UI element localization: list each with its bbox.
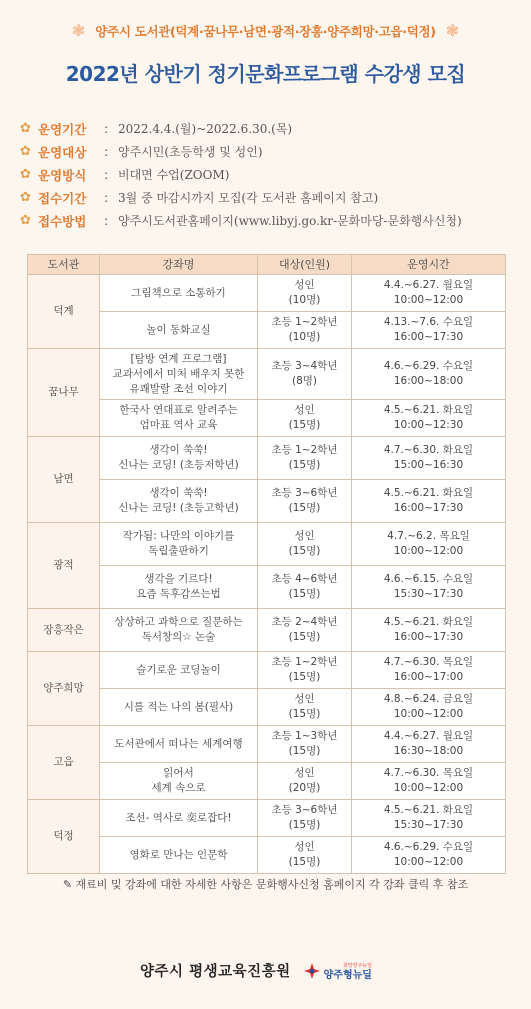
target-cell: 성인 (15명) <box>258 689 352 726</box>
info-separator: : <box>104 121 109 136</box>
target-cell: 초등 3~6학년 (15명) <box>258 800 352 837</box>
info-row <box>20 163 520 186</box>
library-cell: 양주희망 <box>28 652 100 726</box>
target-cell: 성인 (10명) <box>258 275 352 312</box>
subtitle-row <box>0 22 531 40</box>
table-row <box>28 275 506 312</box>
table-row <box>28 437 506 480</box>
course-cell: [탐방 연계 프로그램] 교과서에서 미처 배우지 못한 유쾌발랄 조선 이야기 <box>100 349 258 400</box>
info-label: 운영기간 <box>38 121 87 137</box>
time-cell: 4.5.~6.21. 화요일 16:00~17:30 <box>352 480 506 523</box>
target-cell: 성인 (15명) <box>258 400 352 437</box>
info-row <box>20 140 520 163</box>
library-cell: 덕계 <box>28 275 100 349</box>
time-cell: 4.13.~7.6. 수요일 16:00~17:30 <box>352 312 506 349</box>
logo-big-text: 양주형뉴딜 <box>323 969 372 981</box>
course-cell: 생각이 쑥쑥! 신나는 코딩! (초등저학년) <box>100 437 258 480</box>
table-row <box>28 400 506 437</box>
column-header-course: 강좌명 <box>100 255 258 275</box>
table-row <box>28 763 506 800</box>
subtitle: 양주시 도서관(덕계·꿈나무·남면·광적·장흥·양주희망·고읍·덕정) <box>95 24 436 39</box>
course-cell: 도서관에서 떠나는 세계여행 <box>100 726 258 763</box>
info-row <box>20 209 520 232</box>
table-row <box>28 349 506 400</box>
info-label: 접수방법 <box>38 213 87 229</box>
column-header-library: 도서관 <box>28 255 100 275</box>
time-cell: 4.5.~6.21. 화요일 16:00~17:30 <box>352 609 506 652</box>
time-cell: 4.7.~6.2. 목요일 10:00~12:00 <box>352 523 506 566</box>
table-row <box>28 837 506 874</box>
course-cell: 상상하고 과학으로 질문하는 독서창의☆ 논술 <box>100 609 258 652</box>
target-cell: 초등 1~3학년 (15명) <box>258 726 352 763</box>
table-row <box>28 312 506 349</box>
time-cell: 4.4.~6.27. 월요일 10:00~12:00 <box>352 275 506 312</box>
course-cell: 한국사 연대표로 알려주는 엄마표 역사 교육 <box>100 400 258 437</box>
target-cell: 초등 4~6학년 (15명) <box>258 566 352 609</box>
course-cell: 슬기로운 코딩놀이 <box>100 652 258 689</box>
course-cell: 읽어서 세계 속으로 <box>100 763 258 800</box>
library-cell: 고읍 <box>28 726 100 800</box>
newdeal-logo-icon <box>303 962 321 980</box>
info-separator: : <box>104 167 109 182</box>
time-cell: 4.6.~6.15. 수요일 15:30~17:30 <box>352 566 506 609</box>
table-row <box>28 566 506 609</box>
table-header-row <box>28 255 506 275</box>
table-row <box>28 689 506 726</box>
time-cell: 4.7.~6.30. 목요일 10:00~12:00 <box>352 763 506 800</box>
table-row <box>28 480 506 523</box>
logo-text <box>324 961 372 981</box>
info-separator: : <box>104 213 109 228</box>
target-cell: 초등 3~6학년 (15명) <box>258 480 352 523</box>
info-label: 운영방식 <box>38 167 87 183</box>
target-cell: 초등 1~2학년 (10명) <box>258 312 352 349</box>
logo-small-text: 희망양주뉴딜 <box>342 962 372 969</box>
footnote: ✎ 재료비 및 강좌에 대한 자세한 사항은 문화행사신청 홈페이지 각 강좌 클릭 후 참조 <box>62 878 469 891</box>
info-row <box>20 117 520 140</box>
program-table <box>27 254 506 874</box>
info-separator: : <box>104 190 109 205</box>
info-value: 양주시민(초등학생 및 성인) <box>118 145 263 159</box>
library-cell: 광적 <box>28 523 100 609</box>
course-cell: 생각이 쑥쑥! 신나는 코딩! (초등고학년) <box>100 480 258 523</box>
table-row <box>28 726 506 763</box>
library-cell: 남면 <box>28 437 100 523</box>
yangju-newdeal-logo <box>303 961 372 981</box>
table-row <box>28 800 506 837</box>
table-row <box>28 652 506 689</box>
time-cell: 4.5.~6.21. 화요일 15:30~17:30 <box>352 800 506 837</box>
flower-bullet-icon: ✿ <box>20 167 31 182</box>
target-cell: 성인 (20명) <box>258 763 352 800</box>
flower-icon: ❃ <box>445 21 460 40</box>
time-cell: 4.6.~6.29. 수요일 16:00~18:00 <box>352 349 506 400</box>
organization-name: 양주시 평생교육진흥원 <box>140 964 291 980</box>
time-cell: 4.5.~6.21. 화요일 10:00~12:30 <box>352 400 506 437</box>
course-cell: 조선- 역사로 奕로잡다! <box>100 800 258 837</box>
target-cell: 성인 (15명) <box>258 523 352 566</box>
column-header-time: 운영시간 <box>352 255 506 275</box>
flower-bullet-icon: ✿ <box>20 213 31 228</box>
footer <box>140 960 372 981</box>
flower-bullet-icon: ✿ <box>20 121 31 136</box>
time-cell: 4.7.~6.30. 화요일 15:00~16:30 <box>352 437 506 480</box>
info-list <box>20 117 520 232</box>
page-title: 2022년 상반기 정기문화프로그램 수강생 모집 <box>65 62 466 86</box>
target-cell: 성인 (15명) <box>258 837 352 874</box>
target-cell: 초등 2~4학년 (15명) <box>258 609 352 652</box>
column-header-target: 대상(인원) <box>258 255 352 275</box>
info-value: 비대면 수업(ZOOM) <box>118 168 230 182</box>
info-row <box>20 186 520 209</box>
course-cell: 작가됨: 나만의 이야기를 독립출판하기 <box>100 523 258 566</box>
info-label: 운영대상 <box>38 144 87 160</box>
flower-bullet-icon: ✿ <box>20 144 31 159</box>
target-cell: 초등 1~2학년 (15명) <box>258 652 352 689</box>
flower-bullet-icon: ✿ <box>20 190 31 205</box>
course-cell: 생각을 기르다! 요즘 독후감쓰는법 <box>100 566 258 609</box>
info-separator: : <box>104 144 109 159</box>
info-value: 3월 중 마감시까지 모집(각 도서관 홈페이지 참고) <box>118 191 379 205</box>
course-cell: 시를 적는 나의 봄(필사) <box>100 689 258 726</box>
course-cell: 그림책으로 소통하기 <box>100 275 258 312</box>
table-row <box>28 523 506 566</box>
target-cell: 초등 3~4학년 (8명) <box>258 349 352 400</box>
course-cell: 놀이 동화교실 <box>100 312 258 349</box>
time-cell: 4.4.~6.27. 월요일 16:30~18:00 <box>352 726 506 763</box>
info-value: 양주시도서관홈페이지(www.libyj.go.kr-문화마당-문화행사신청) <box>118 214 462 228</box>
time-cell: 4.8.~6.24. 금요일 10:00~12:00 <box>352 689 506 726</box>
library-cell: 장흥작은 <box>28 609 100 652</box>
time-cell: 4.6.~6.29. 수요일 10:00~12:00 <box>352 837 506 874</box>
flower-icon: ❃ <box>71 21 86 40</box>
info-value: 2022.4.4.(월)~2022.6.30.(목) <box>118 122 293 136</box>
library-cell: 꿈나무 <box>28 349 100 437</box>
target-cell: 초등 1~2학년 (15명) <box>258 437 352 480</box>
info-label: 접수기간 <box>38 190 87 206</box>
library-cell: 덕정 <box>28 800 100 874</box>
time-cell: 4.7.~6.30. 목요일 16:00~17:00 <box>352 652 506 689</box>
table-row <box>28 609 506 652</box>
course-cell: 영화로 만나는 인문학 <box>100 837 258 874</box>
